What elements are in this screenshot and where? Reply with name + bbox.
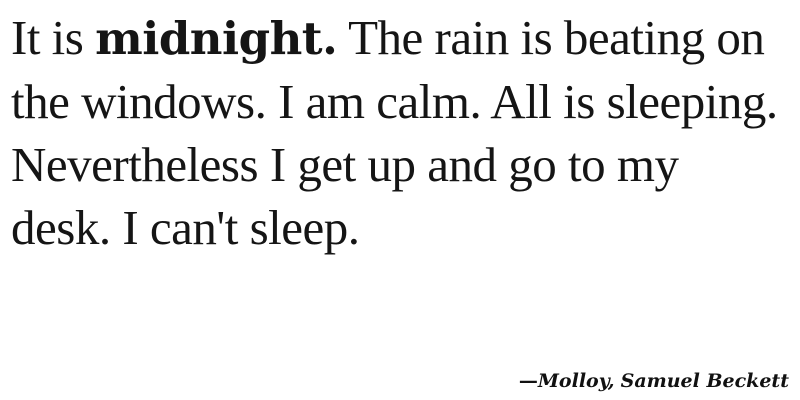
attribution-dash: — [518,370,538,392]
quote-lead: It is [11,10,96,65]
quote-text [11,6,786,259]
attribution-author: Samuel Beckett [620,370,789,392]
quote-rest: The rain is beating on the windows. I am calm. All is sleeping. Nevertheless I get up and go to my desk. I can't sleep. [11,10,778,255]
quote-emphasis: midnight. [95,12,338,65]
attribution-work: Molloy, [537,370,615,392]
quote-attribution [519,365,789,397]
